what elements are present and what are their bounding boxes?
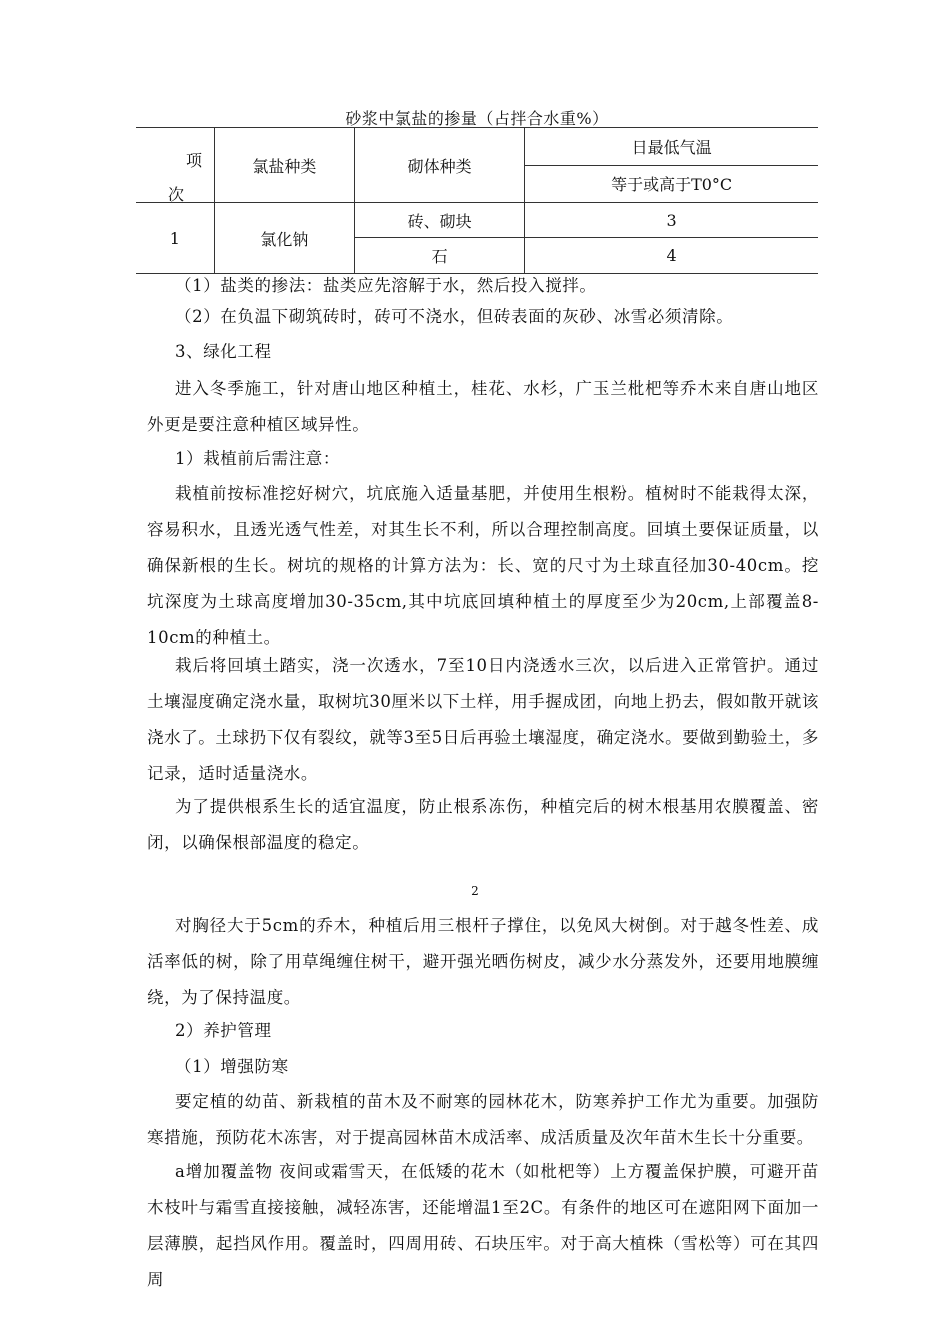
paragraph-salt-method: （1）盐类的掺法：盐类应先溶解于水，然后投入搅拌。 — [175, 276, 597, 295]
cell-masonry-stone: 石 — [355, 238, 525, 274]
table-caption: 砂浆中氯盐的掺量（占拌合水重%） — [345, 109, 609, 128]
chloride-dosage-table — [136, 127, 818, 274]
paragraph-cold-protection: 要定植的幼苗、新栽植的苗木及不耐寒的园林花木，防寒养护工作尤为重要。加强防寒措施，预防花木冻害，对于提高园林苗木成活率、成活质量及次年苗木生长十分重要。 — [147, 1092, 819, 1147]
paragraph-root-protection: 为了提供根系生长的适宜温度，防止根系冻伤，种植完后的树木根基用农膜覆盖、密闭，以确保根部温度的稳定。 — [147, 797, 819, 852]
header-salt-type: 氯盐种类 — [214, 128, 354, 203]
paragraph-planting-method: 栽植前按标准挖好树穴，坑底施入适量基肥，并使用生根粉。植树时不能栽得太深，容易积水，且透光透气性差，对其生长不利，所以合理控制高度。回填土要保证质量，以确保新根的生长。树坑的规格的计算方法为：长、宽的尺寸为土球直径加30-40cm。挖坑深度为土球高度增加30-35cm,其中坑底回填种植土的厚度至少为20cm,上部覆盖8-10cm的种植土。 — [147, 484, 819, 647]
section-heading-greening: 3、绿化工程 — [175, 342, 272, 361]
paragraph-watering: 栽后将回填土踏实，浇一次透水，7至10日内浇透水三次，以后进入正常管护。通过土壤湿度确定浇水量，取树坑30厘米以下土样，用手握成团，向地上扔去，假如散开就该浇水了。土球扔下仅有裂纹，就等3至5日后再验土壤湿度，确定浇水。要做到勤验土，多记录，适时适量浇水。 — [147, 656, 819, 783]
paragraph-covering: a增加覆盖物 夜间或霜雪天，在低矮的花木（如枇杷等）上方覆盖保护膜，可避开苗木枝叶与霜雪直接接触，减轻冻害，还能增温1至2C。有条件的地区可在遮阳网下面加一层薄膜，起挡风作用。覆盖时，四周用砖、石块压牢。对于高大植株（雪松等）可在其四周 — [147, 1162, 819, 1289]
header-item-no — [136, 128, 214, 203]
subheading-maintenance: 2）养护管理 — [175, 1021, 272, 1040]
cell-value-brick: 3 — [525, 203, 818, 238]
subheading-planting-notes: 1）栽植前后需注意： — [175, 449, 340, 468]
subheading-cold-protection: （1）增强防寒 — [175, 1057, 289, 1076]
cell-salt: 氯化钠 — [214, 203, 354, 274]
paragraph-brick-watering: （2）在负温下砌筑砖时，砖可不浇水，但砖表面的灰砂、冰雪必须清除。 — [175, 307, 734, 326]
header-temp-condition: 等于或高于T0°C — [525, 165, 818, 203]
header-item-no-line2: 次 — [168, 185, 185, 204]
header-item-no-line1: 项 — [186, 151, 203, 170]
header-masonry-type: 砌体种类 — [355, 128, 525, 203]
cell-masonry-brick: 砖、砌块 — [355, 203, 525, 238]
paragraph-tree-support: 对胸径大于5cm的乔木，种植后用三根杆子撑住，以免风大树倒。对于越冬性差、成活率低的树，除了用草绳缠住树干，避开强光晒伤树皮，减少水分蒸发外，还要用地膜缠绕，为了保持温度。 — [147, 916, 819, 1007]
paragraph-greening-intro: 进入冬季施工，针对唐山地区种植土，桂花、水杉，广玉兰枇杷等乔木来自唐山地区外更是要注意种植区域异性。 — [147, 379, 819, 434]
cell-item-no: 1 — [136, 203, 214, 274]
header-min-temp: 日最低气温 — [525, 128, 818, 166]
cell-value-stone: 4 — [525, 238, 818, 274]
page-number: 2 — [471, 884, 479, 898]
